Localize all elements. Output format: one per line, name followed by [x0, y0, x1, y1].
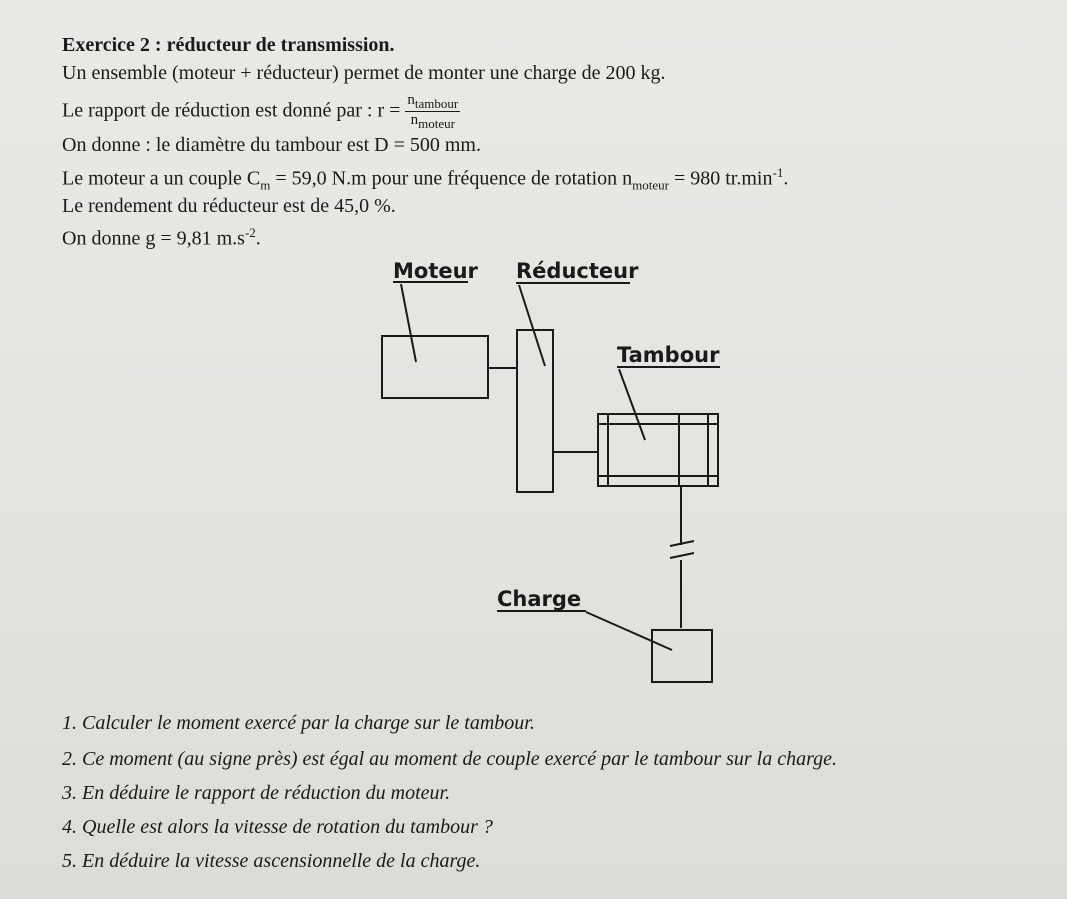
charge-box [652, 630, 712, 682]
reducteur-box [517, 330, 553, 492]
question-5: 5. En déduire la vitesse ascensionnelle de la charge. [62, 850, 481, 872]
couple-sub: m [260, 177, 271, 193]
ratio-numerator: n [407, 92, 415, 108]
label-tambour: Tambour [617, 343, 720, 367]
freq-end: . [783, 167, 789, 190]
ratio-denominator: n [410, 112, 419, 129]
rendement-line: Le rendement du réducteur est de 45,0 %. [62, 195, 396, 217]
couple-text-b: = 59,0 N.m pour une fréquence de rotation n [270, 167, 633, 190]
freq-sup: -1 [772, 165, 784, 180]
ratio-denominator-sub: moteur [418, 116, 455, 132]
moteur-box [382, 336, 488, 398]
gravity-text: On donne g = 9,81 m.s [62, 227, 245, 250]
freq-text: = 980 tr.min [668, 167, 773, 190]
label-reducteur: Réducteur [516, 259, 639, 283]
question-1: 1. Calculer le moment exercé par la charge sur le tambour. [62, 712, 535, 734]
gravity-end: . [255, 227, 261, 250]
question-2: 2. Ce moment (au signe près) est égal au moment de couple exercé par le tambour sur la charge. [62, 748, 838, 770]
ratio-prefix: Le rapport de réduction est donné par : r = [62, 99, 406, 122]
label-moteur: Moteur [393, 259, 478, 283]
exercise-title: Exercice 2 : réducteur de transmission. [62, 34, 395, 56]
question-3: 3. En déduire le rapport de réduction du moteur. [62, 782, 451, 804]
label-charge: Charge [497, 587, 582, 611]
freq-sub: moteur [632, 177, 669, 193]
ratio-numerator-sub: tambour [414, 96, 459, 111]
diameter-line: On donne : le diamètre du tambour est D = 500 mm. [62, 134, 481, 156]
gravity-sup: -2 [244, 225, 256, 240]
couple-text-a: Le moteur a un couple C [62, 167, 261, 190]
statement-line-1: Un ensemble (moteur + réducteur) permet de monter une charge de 200 kg. [62, 62, 666, 84]
question-4: 4. Quelle est alors la vitesse de rotation du tambour ? [62, 816, 493, 838]
